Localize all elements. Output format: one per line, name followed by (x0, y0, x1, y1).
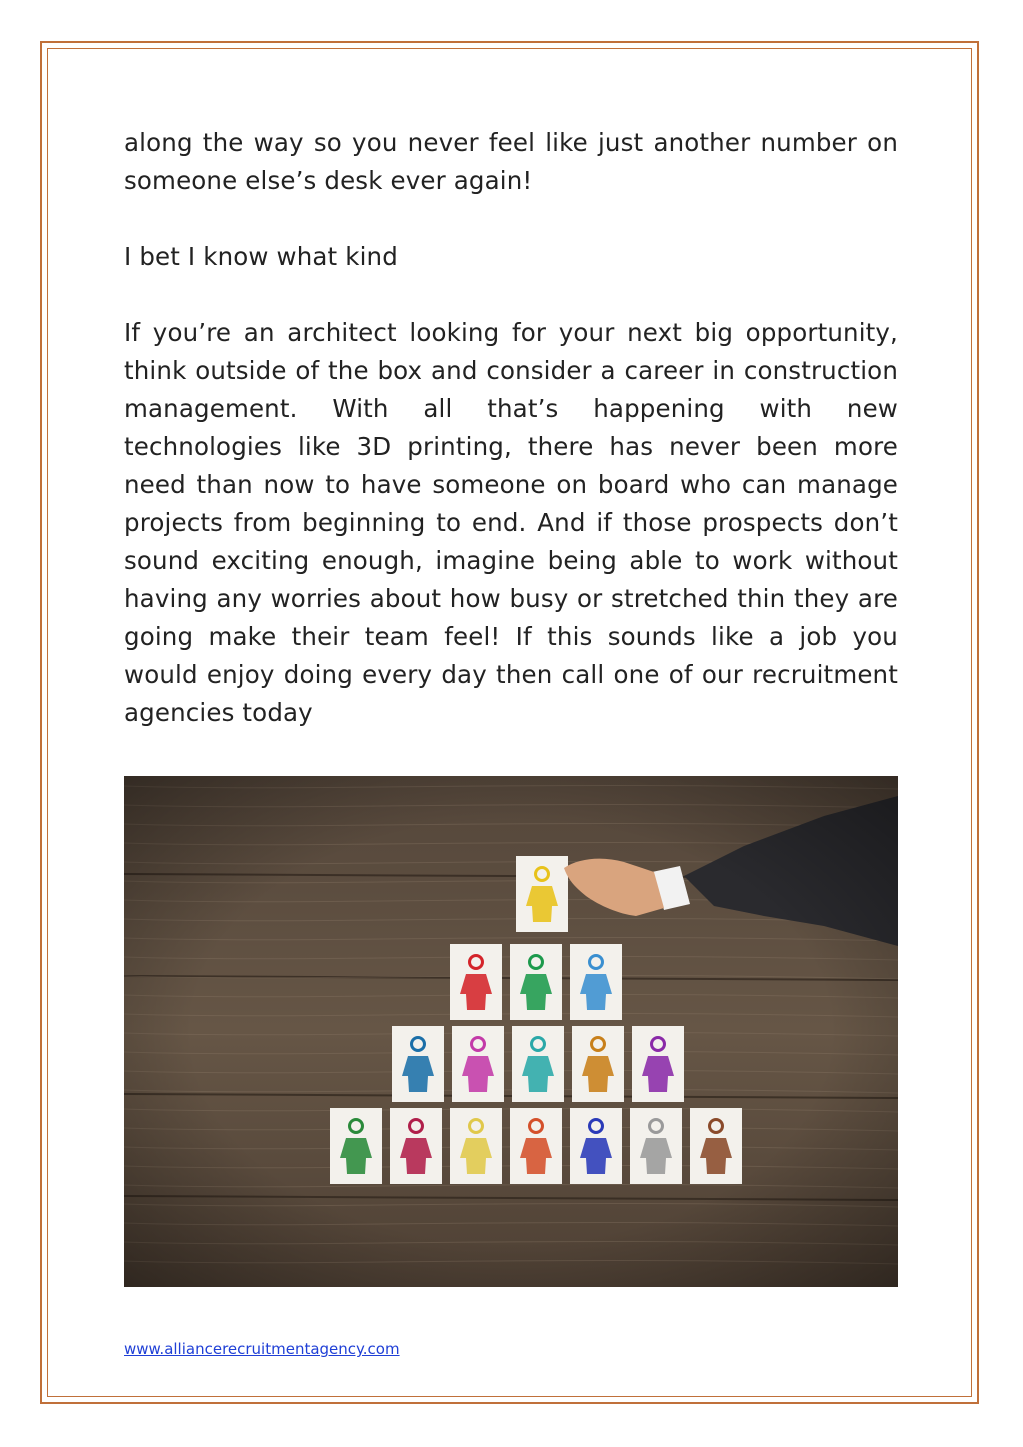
hierarchy-cards-photo (124, 776, 898, 1287)
vignette-overlay (124, 776, 898, 1287)
paragraph-architect: If you’re an architect looking for your next big opportunity, think outside of the box and consider a career in construction management. With all that’s happening with new technologies like 3D printing, there has never been more need than now to have someone on board who can manage projects from beginning to end. And if those prospects don’t sound exciting enough, imagine being able to work without having any worries about how busy or stretched thin they are going make their team feel! If this sounds like a job you would enjoy doing every day then call one of our recruitment agencies today (124, 318, 898, 727)
paragraph-teaser: I bet I know what kind (124, 242, 398, 271)
document-body (124, 124, 898, 732)
website-link[interactable]: www.alliancerecruitmentagency.com (124, 1340, 400, 1358)
paragraph-intro: along the way so you never feel like just another number on someone else’s desk ever again! (124, 128, 898, 195)
